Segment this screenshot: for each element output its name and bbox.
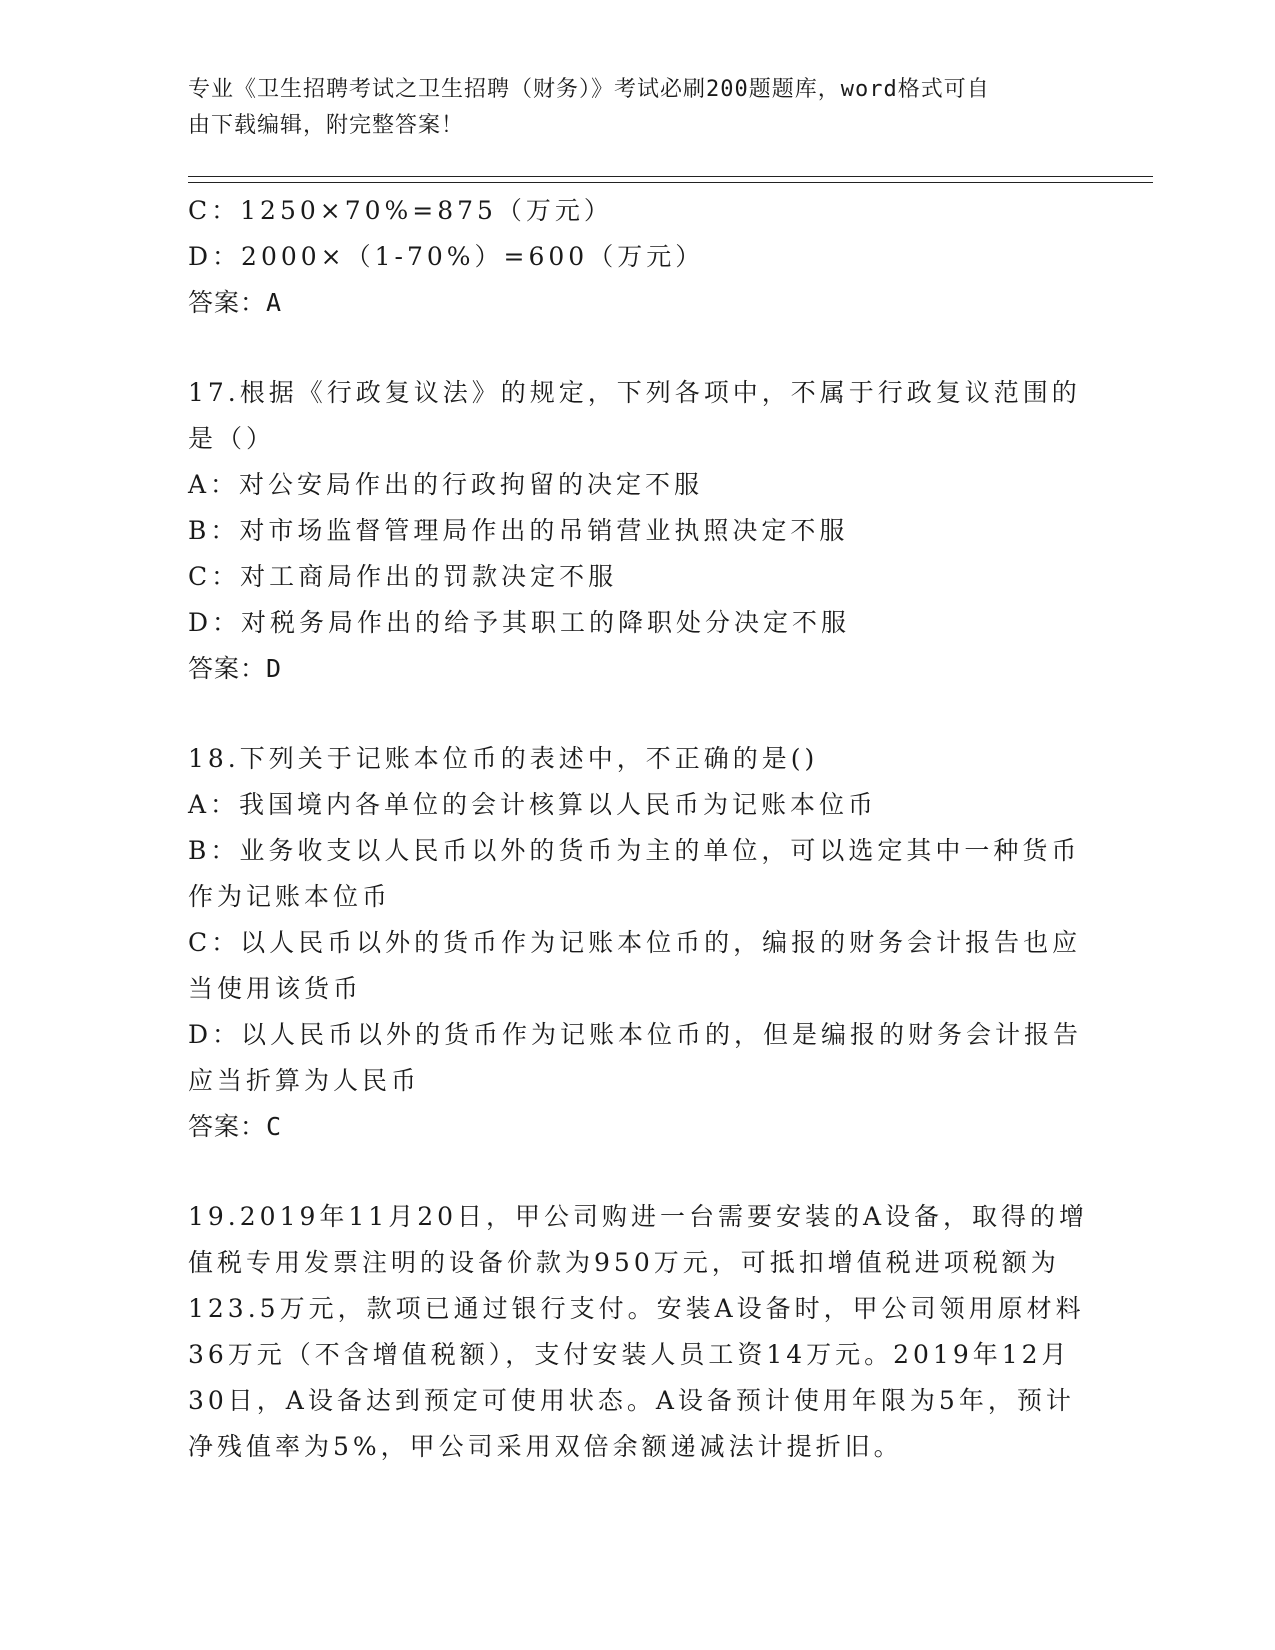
header-line-1: 专业《卫生招聘考试之卫生招聘（财务）》考试必刷200题题库，word格式可自 — [188, 77, 990, 102]
q18-answer: 答案：C — [188, 1112, 283, 1141]
q19-line-1: 19.2019年11月20日，甲公司购进一台需要安装的A设备，取得的增 — [188, 1202, 1089, 1231]
q18-option-d-line-1: D：以人民币以外的货币作为记账本位币的，但是编报的财务会计报告 — [188, 1020, 1083, 1049]
spacer — [188, 1150, 1088, 1194]
q18-option-b-line-1: B：业务收支以人民币以外的货币为主的单位，可以选定其中一种货币 — [188, 836, 1081, 865]
q19-line-2: 值税专用发票注明的设备价款为950万元，可抵扣增值税进项税额为 — [188, 1248, 1060, 1277]
q18-option-d-line-2: 应当折算为人民币 — [188, 1066, 421, 1095]
q18-stem: 18.下列关于记账本位币的表述中，不正确的是() — [188, 744, 819, 773]
q17-option-b: B：对市场监督管理局作出的吊销营业执照决定不服 — [188, 516, 849, 545]
q17-stem-line-1: 17.根据《行政复议法》的规定，下列各项中，不属于行政复议范围的 — [188, 378, 1081, 407]
q17-option-d: D：对税务局作出的给予其职工的降职处分决定不服 — [188, 608, 851, 637]
question-17 — [188, 370, 1088, 692]
document-body — [188, 188, 1088, 1470]
q18-option-c-line-2: 当使用该货币 — [188, 974, 363, 1003]
prev-question — [188, 188, 1088, 326]
q17-option-c: C：对工商局作出的罚款决定不服 — [188, 562, 618, 591]
q18-option-c-line-1: C：以人民币以外的货币作为记账本位币的，编报的财务会计报告也应 — [188, 928, 1082, 957]
q17-answer: 答案：D — [188, 654, 283, 683]
header-divider-top — [188, 176, 1153, 177]
prev-answer: 答案：A — [188, 288, 283, 317]
q17-option-a: A：对公安局作出的行政拘留的决定不服 — [188, 470, 704, 499]
spacer — [188, 326, 1088, 370]
header-line-2: 由下载编辑，附完整答案！ — [188, 113, 465, 138]
prev-option-c: C：1250×70%=875（万元） — [188, 196, 613, 225]
q19-line-6: 净残值率为5%，甲公司采用双倍余额递减法计提折旧。 — [188, 1432, 903, 1461]
q18-option-a: A：我国境内各单位的会计核算以人民币为记账本位币 — [188, 790, 878, 819]
prev-option-d: D：2000×（1-70%）=600（万元） — [188, 242, 705, 271]
q19-line-4: 36万元（不含增值税额），支付安装人员工资14万元。2019年12月 — [188, 1340, 1071, 1369]
q19-line-5: 30日，A设备达到预定可使用状态。A设备预计使用年限为5年，预计 — [188, 1386, 1075, 1415]
question-19 — [188, 1194, 1088, 1470]
q18-option-b-line-2: 作为记账本位币 — [188, 882, 392, 911]
question-18 — [188, 736, 1088, 1150]
q19-line-3: 123.5万元，款项已通过银行支付。安装A设备时，甲公司领用原材料 — [188, 1294, 1085, 1323]
q17-stem-line-2: 是（） — [188, 424, 276, 453]
header-divider-bottom — [188, 182, 1153, 183]
spacer — [188, 692, 1088, 736]
document-header — [188, 72, 1068, 144]
